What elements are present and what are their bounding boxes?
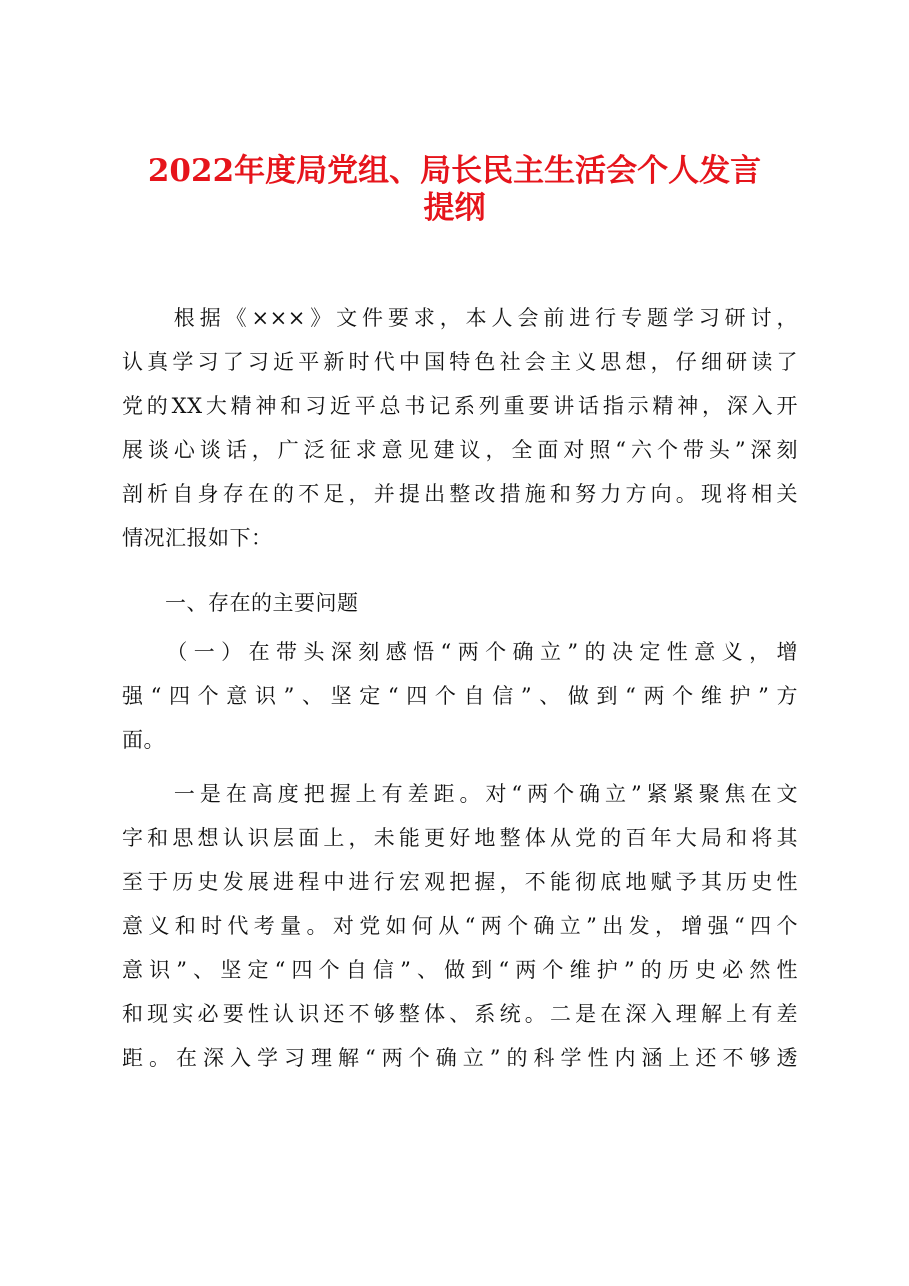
- paragraph-line: 一是在高度把握上有差距。对“两个确立”紧紧聚焦在文: [122, 782, 798, 806]
- paragraph-line: （一）在带头深刻感悟“两个确立”的决定性意义，增: [122, 640, 798, 664]
- paragraph-line: 和现实必要性认识还不够整体、系统。二是在深入理解上有差: [122, 1002, 798, 1026]
- paragraph-line: 距。在深入学习理解“两个确立”的科学性内涵上还不够透: [122, 1046, 798, 1070]
- title-line-2: 提纲: [423, 190, 486, 226]
- section-heading-text: 一、存在的主要问题: [122, 591, 359, 615]
- paragraph-line: 认真学习了习近平新时代中国特色社会主义思想，仔细研读了: [122, 350, 798, 374]
- paragraph-line: 剖析自身存在的不足，并提出整改措施和努力方向。现将相关: [122, 482, 798, 506]
- paragraph-line: 情况汇报如下：: [122, 526, 273, 550]
- section-heading: [122, 581, 798, 625]
- paragraph-line: 字和思想认识层面上，未能更好地整体从党的百年大局和将其: [122, 826, 798, 850]
- paragraph-line: 面。: [122, 728, 165, 752]
- paragraph-line: 党的XX大精神和习近平总书记系列重要讲话指示精神，深入开: [122, 394, 798, 418]
- intro-paragraph: [122, 296, 798, 560]
- document-title-continued: [112, 184, 797, 232]
- body-paragraph: [122, 772, 798, 1080]
- paragraph-line: 强“四个意识”、坚定“四个自信”、做到“两个维护”方: [122, 684, 798, 708]
- paragraph-line: 意义和时代考量。对党如何从“两个确立”出发，增强“四个: [122, 914, 798, 938]
- paragraph-line: 展谈心谈话，广泛征求意见建议，全面对照“六个带头”深刻: [122, 438, 798, 462]
- subsection-heading-paragraph: [122, 630, 798, 762]
- title-line-1: 2022年度局党组、局长民主生活会个人发言: [147, 153, 762, 189]
- paragraph-line: 根据《×××》文件要求，本人会前进行专题学习研讨，: [122, 306, 798, 330]
- paragraph-line: 意识”、坚定“四个自信”、做到“两个维护”的历史必然性: [122, 958, 798, 982]
- paragraph-line: 至于历史发展进程中进行宏观把握，不能彻底地赋予其历史性: [122, 870, 798, 894]
